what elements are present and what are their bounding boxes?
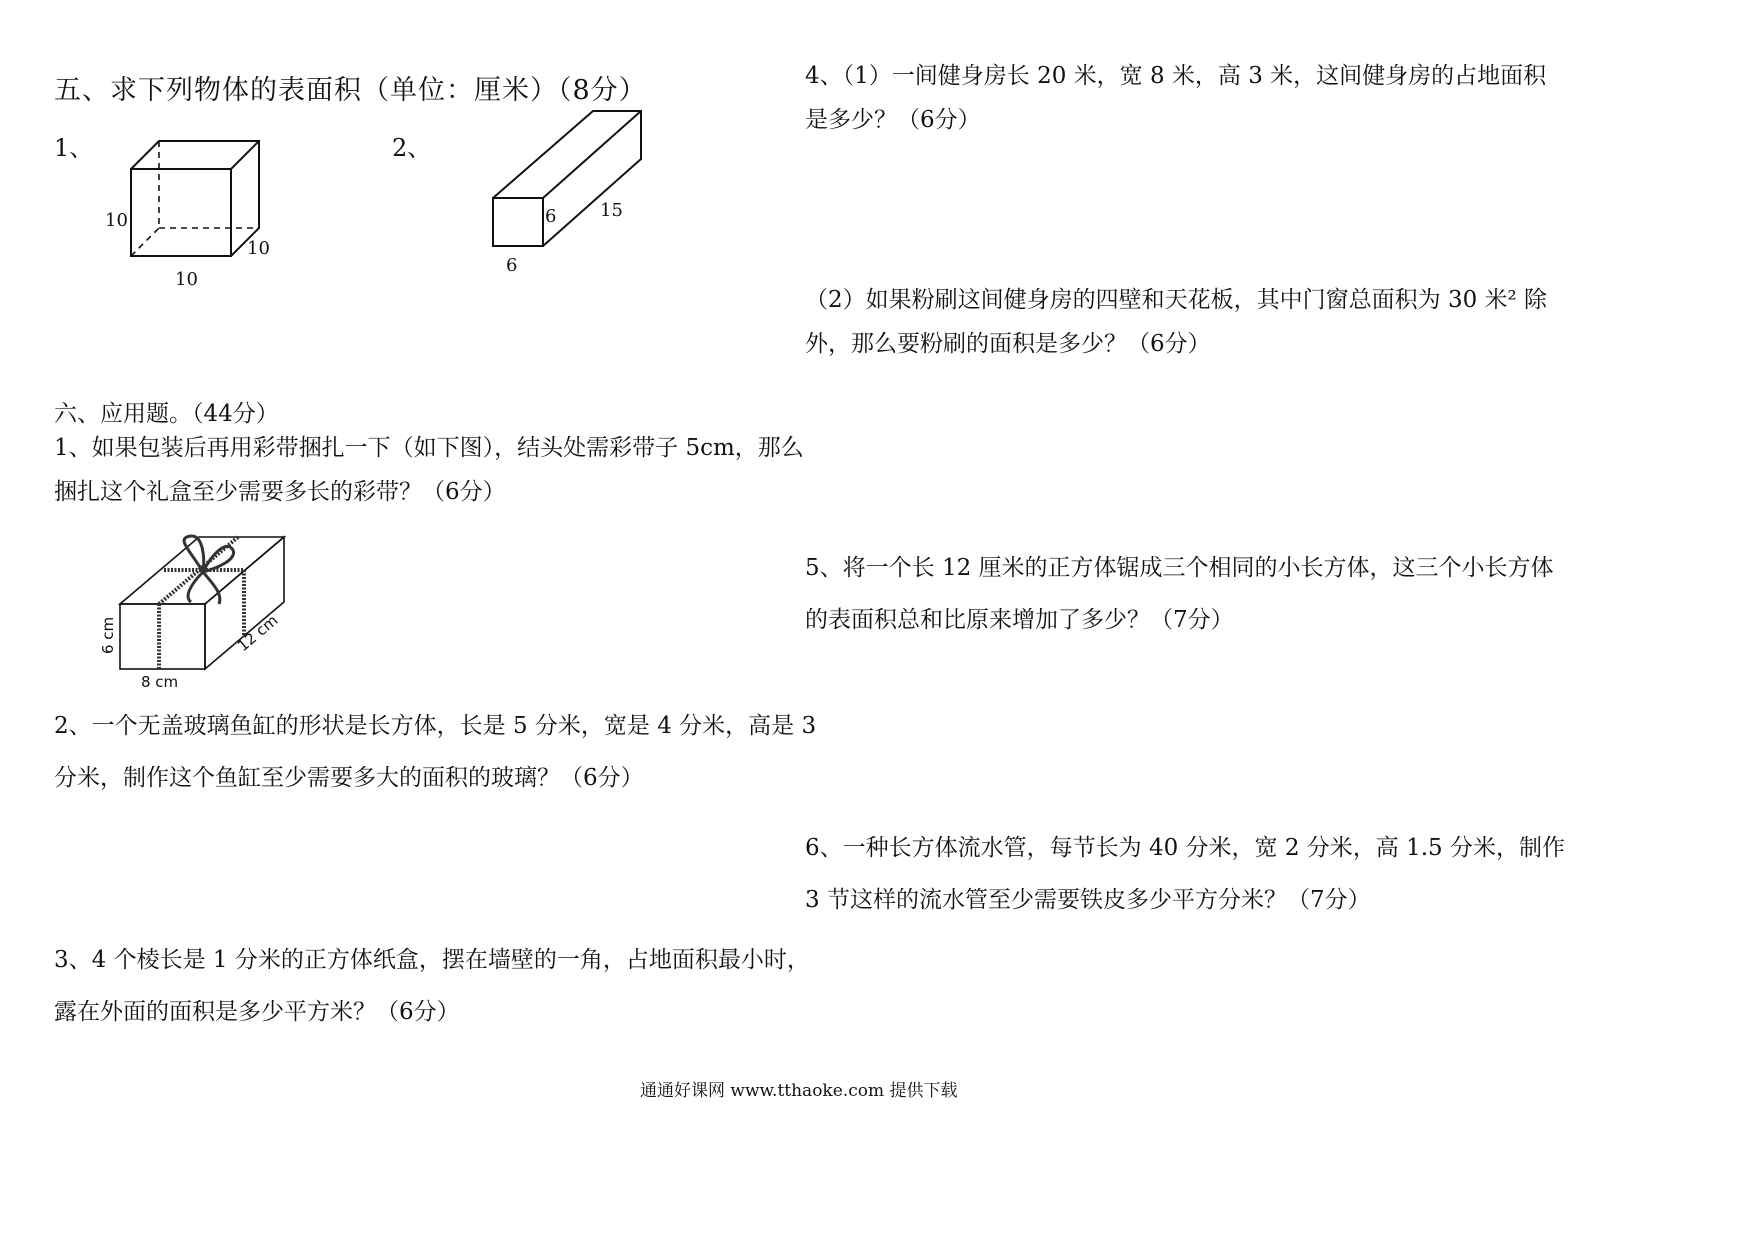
question-4-part1	[805, 54, 1546, 142]
question-5-line1: 5、将一个长 12 厘米的正方体锯成三个相同的小长方体，这三个小长方体	[805, 555, 1554, 581]
question-5	[805, 542, 1554, 646]
question-6-line2: 3 节这样的流水管至少需要铁皮多少平方分米？（7分）	[805, 887, 1371, 913]
cube-depth-label: 10	[247, 238, 270, 259]
question-4-part2-line2: 外，那么要粉刷的面积是多少？（6分）	[805, 331, 1211, 357]
section6-title: 六、应用题。（44分）	[54, 401, 279, 427]
cube-height-label: 10	[105, 210, 128, 231]
gift-box-figure	[95, 530, 300, 695]
cube-figure	[95, 130, 285, 295]
question-6-line1: 6、一种长方体流水管，每节长为 40 分米，宽 2 分米，高 1.5 分米，制作	[805, 835, 1565, 861]
gift-box-length-label: 12 cm	[234, 611, 282, 656]
question-1	[54, 426, 804, 514]
question-3-line2: 露在外面的面积是多少平方米？（6分）	[54, 999, 460, 1025]
footer-text: 通通好课网 www.tthaoke.com 提供下载	[640, 1081, 958, 1101]
question-4-part2	[805, 278, 1547, 366]
cube-hidden-edges	[131, 141, 259, 256]
question-3-line1: 3、4 个棱长是 1 分米的正方体纸盒，摆在墙壁的一角，占地面积最小时，	[54, 947, 810, 973]
question-4-part2-line1: （2）如果粉刷这间健身房的四壁和天花板，其中门窗总面积为 30 米² 除	[805, 287, 1548, 313]
cuboid-length-label: 15	[600, 200, 623, 221]
question-3	[54, 934, 810, 1038]
cuboid-front-height-label: 6	[545, 206, 557, 227]
cube-width-label: 10	[175, 269, 198, 290]
question-1-line1: 1、如果包装后再用彩带捆扎一下（如下图），结头处需彩带子 5cm，那么	[54, 435, 804, 461]
gift-box-front	[120, 604, 205, 669]
question-2-line1: 2、一个无盖玻璃鱼缸的形状是长方体，长是 5 分米，宽是 4 分米，高是 3	[54, 713, 817, 739]
question-4-part1-line1: 4、（1）一间健身房长 20 米，宽 8 米，高 3 米，这间健身房的占地面积	[805, 63, 1547, 89]
question-1-line2: 捆扎这个礼盒至少需要多长的彩带？（6分）	[54, 479, 506, 505]
gift-box-width-label: 8 cm	[141, 673, 179, 691]
cuboid-figure	[480, 100, 660, 280]
question-5-line2: 的表面积总和比原来增加了多少？（7分）	[805, 607, 1234, 633]
cuboid-front-width-label: 6	[506, 255, 518, 276]
cube-visible-edges	[131, 141, 259, 256]
question-2-line2: 分米，制作这个鱼缸至少需要多大的面积的玻璃？（6分）	[54, 765, 644, 791]
question-6	[805, 822, 1565, 926]
question-2	[54, 700, 816, 804]
section5-title: 五、求下列物体的表面积（单位：厘米）（8分）	[54, 75, 647, 106]
cube-front-face	[131, 169, 231, 256]
figure1-number: 1、	[54, 134, 94, 162]
cuboid-front-face	[493, 198, 543, 246]
figure2-number: 2、	[392, 134, 432, 162]
ribbon-bow	[184, 536, 233, 604]
gift-box-height-label: 6 cm	[99, 616, 117, 654]
question-4-part1-line2: 是多少？（6分）	[805, 107, 981, 133]
